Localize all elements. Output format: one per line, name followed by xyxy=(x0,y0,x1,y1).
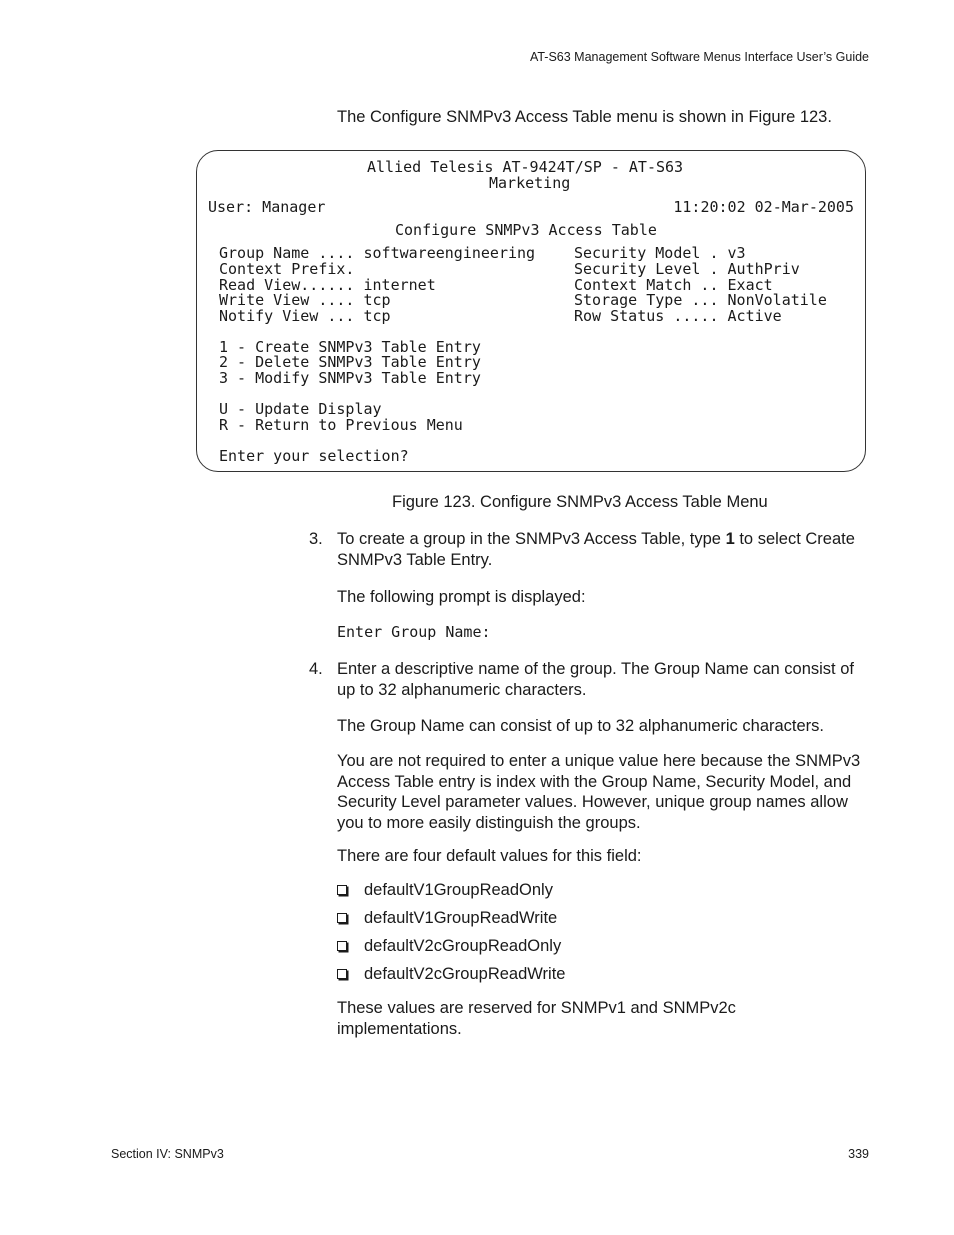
menu-option-delete[interactable]: 2 - Delete SNMPv3 Table Entry xyxy=(219,353,481,371)
checkbox-bullet-icon xyxy=(337,941,347,951)
default-value-item: defaultV1GroupReadOnly xyxy=(364,881,553,899)
step-3-followup: The following prompt is displayed: xyxy=(337,588,586,606)
step-4-paragraph-1: The Group Name can consist of up to 32 alphanumeric characters. xyxy=(337,717,824,735)
menu-option-return[interactable]: R - Return to Previous Menu xyxy=(219,416,463,434)
figure-caption: Figure 123. Configure SNMPv3 Access Table Menu xyxy=(392,493,768,511)
field-write-view: Write View .... tcp xyxy=(219,291,391,309)
field-security-level: Security Level . AuthPriv xyxy=(574,260,800,278)
step-3-key: 1 xyxy=(725,530,735,548)
step-3-code-prompt: Enter Group Name: xyxy=(337,623,491,641)
field-group-name: Group Name .... softwareengineering xyxy=(219,244,536,262)
step-4-paragraph-4: These values are reserved for SNMPv1 and SNMPv2c implementations. xyxy=(337,999,736,1038)
menu-option-create[interactable]: 1 - Create SNMPv3 Table Entry xyxy=(219,338,481,356)
terminal-title-device: Allied Telesis AT-9424T/SP - AT-S63 xyxy=(367,158,684,176)
default-value-item: defaultV1GroupReadWrite xyxy=(364,909,558,927)
footer-page-number: 339 xyxy=(848,1147,869,1161)
step-3-number: 3. xyxy=(309,530,323,548)
field-context-match: Context Match .. Exact xyxy=(574,276,773,294)
default-value-item: defaultV2cGroupReadWrite xyxy=(364,965,566,983)
step-4-paragraph-2: You are not required to enter a unique value here because the SNMPv3 Access Table entry is index with the Group Name, Security Model, and Security Level parameter values. However, unique group names allow you to more easily distinguish the groups. xyxy=(337,752,861,832)
terminal-screen-figure xyxy=(196,150,866,472)
running-header: AT-S63 Management Software Menus Interface User’s Guide xyxy=(529,50,869,64)
field-read-view: Read View...... internet xyxy=(219,276,436,294)
step-3-text xyxy=(337,529,872,570)
default-value-item: defaultV2cGroupReadOnly xyxy=(364,937,562,955)
intro-paragraph: The Configure SNMPv3 Access Table menu is shown in Figure 123. xyxy=(337,108,832,126)
checkbox-bullet-icon xyxy=(337,913,347,923)
step-3-text-part: to select Create SNMPv3 Table Entry. xyxy=(337,530,855,569)
field-notify-view: Notify View ... tcp xyxy=(219,307,391,325)
checkbox-bullet-icon xyxy=(337,885,347,895)
field-context-prefix: Context Prefix. xyxy=(219,260,355,278)
step-3-text-part: To create a group in the SNMPv3 Access Table, type xyxy=(337,530,726,548)
terminal-prompt: Enter your selection? xyxy=(219,447,409,465)
field-row-status: Row Status ..... Active xyxy=(574,307,782,325)
terminal-menu-title: Configure SNMPv3 Access Table xyxy=(395,221,657,239)
field-security-model: Security Model . v3 xyxy=(574,244,746,262)
terminal-title-location: Marketing xyxy=(489,174,571,192)
step-4-number: 4. xyxy=(309,660,323,678)
terminal-datetime: 11:20:02 02-Mar-2005 xyxy=(673,198,854,216)
field-storage-type: Storage Type ... NonVolatile xyxy=(574,291,827,309)
menu-option-update-display[interactable]: U - Update Display xyxy=(219,400,382,418)
step-4-paragraph-3: There are four default values for this field: xyxy=(337,847,642,865)
terminal-user: User: Manager xyxy=(208,198,326,216)
step-4-text: Enter a descriptive name of the group. The Group Name can consist of up to 32 alphanumeric characters. xyxy=(337,660,854,699)
checkbox-bullet-icon xyxy=(337,969,347,979)
menu-option-modify[interactable]: 3 - Modify SNMPv3 Table Entry xyxy=(219,369,481,387)
footer-section: Section IV: SNMPv3 xyxy=(111,1147,224,1161)
